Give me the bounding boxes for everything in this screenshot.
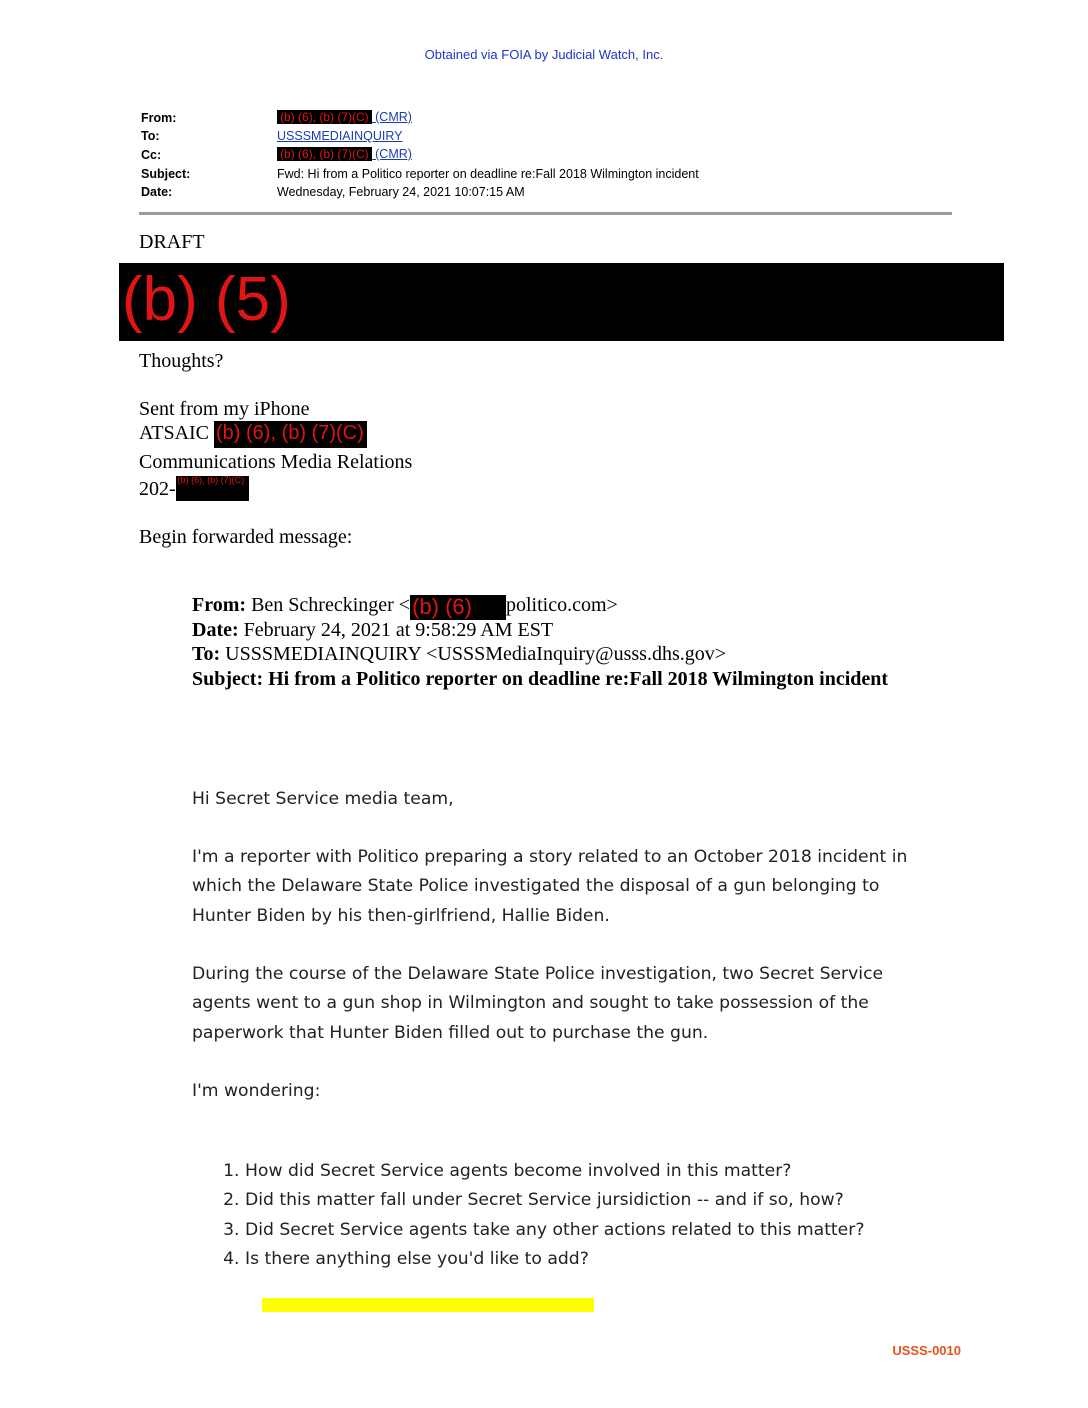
foia-banner: Obtained via FOIA by Judicial Watch, Inc. — [424, 47, 664, 62]
list-item: 2. Did this matter fall under Secret Service jursidiction -- and if so, how? — [245, 1186, 945, 1215]
paragraph-2: During the course of the Delaware State Police investigation, two Secret Service agents went to a gun shop in Wilmington and sought to take possession of the paperwork that Hunter Biden filled out to purchase the gun. — [192, 964, 884, 1043]
fwd-to-label: To: — [192, 643, 221, 665]
phone-redaction: (b) (6), (b) (7)(C) — [176, 476, 250, 501]
phone-line — [139, 475, 249, 501]
cc-redaction: (b) (6), (b) (7)(C) — [277, 147, 372, 161]
draft-label: DRAFT — [139, 231, 205, 253]
phone-prefix: 202- — [139, 478, 176, 500]
fwd-date-value: February 24, 2021 at 9:58:29 AM EST — [238, 619, 554, 641]
to-value[interactable]: USSSMEDIAINQUIRY — [277, 129, 403, 143]
wondering-text: I'm wondering: — [192, 1081, 321, 1101]
fwd-from-line — [192, 594, 618, 620]
fwd-subject-line: Subject: Hi from a Politico reporter on deadline re:Fall 2018 Wilmington incident — [192, 668, 889, 690]
from-label: From: — [141, 111, 177, 125]
from-redaction: (b) (6), (b) (7)(C) — [277, 110, 372, 124]
sent-from-text: Sent from my iPhone — [139, 398, 310, 420]
from-value — [277, 110, 412, 124]
fwd-from-label: From: — [192, 594, 247, 616]
b5-redaction-block: (b) (5) — [119, 263, 1004, 341]
begin-forward-text: Begin forwarded message: — [139, 526, 353, 548]
page-number: USSS-0010 — [892, 1343, 961, 1358]
header-divider — [139, 212, 952, 215]
atsaic-redaction: (b) (6), (b) (7)(C) — [214, 421, 367, 448]
subject-label: Subject: — [141, 167, 191, 181]
cc-label: Cc: — [141, 148, 162, 162]
fwd-date-line — [192, 619, 553, 642]
subject-value: Fwd: Hi from a Politico reporter on deadline re:Fall 2018 Wilmington incident — [277, 167, 699, 181]
list-item: 1. How did Secret Service agents become involved in this matter? — [245, 1157, 945, 1186]
fwd-from-domain: politico.com> — [505, 594, 618, 616]
paragraph-1: I'm a reporter with Politico preparing a story related to an October 2018 incident in which the Delaware State Police investigated the disposal of a gun belonging to Hunter Biden by his then-girlfriend, Hallie Biden. — [192, 847, 908, 926]
atsaic-text: ATSAIC — [139, 422, 215, 444]
fwd-date-label: Date: — [192, 619, 239, 641]
questions-list — [192, 1157, 945, 1275]
fwd-from-redaction: (b) (6) — [410, 595, 506, 620]
date-label: Date: — [141, 185, 173, 199]
thoughts-text: Thoughts? — [139, 350, 224, 372]
list-item: 3. Did Secret Service agents take any other actions related to this matter? — [245, 1216, 945, 1245]
comms-text: Communications Media Relations — [139, 451, 413, 473]
atsaic-line — [139, 421, 367, 448]
fwd-from-name: Ben Schreckinger < — [246, 594, 411, 616]
yellow-highlight-bar — [262, 1298, 594, 1312]
fwd-to-value: USSSMEDIAINQUIRY <USSSMediaInquiry@usss.dhs.gov> — [220, 643, 727, 665]
to-label: To: — [141, 129, 160, 143]
from-suffix[interactable]: (CMR) — [371, 110, 412, 124]
cc-value — [277, 147, 412, 161]
cc-suffix[interactable]: (CMR) — [371, 147, 412, 161]
greeting-text: Hi Secret Service media team, — [192, 789, 454, 809]
list-item: 4. Is there anything else you'd like to add? — [245, 1245, 945, 1274]
date-value: Wednesday, February 24, 2021 10:07:15 AM — [277, 185, 525, 199]
fwd-to-line — [192, 643, 726, 666]
